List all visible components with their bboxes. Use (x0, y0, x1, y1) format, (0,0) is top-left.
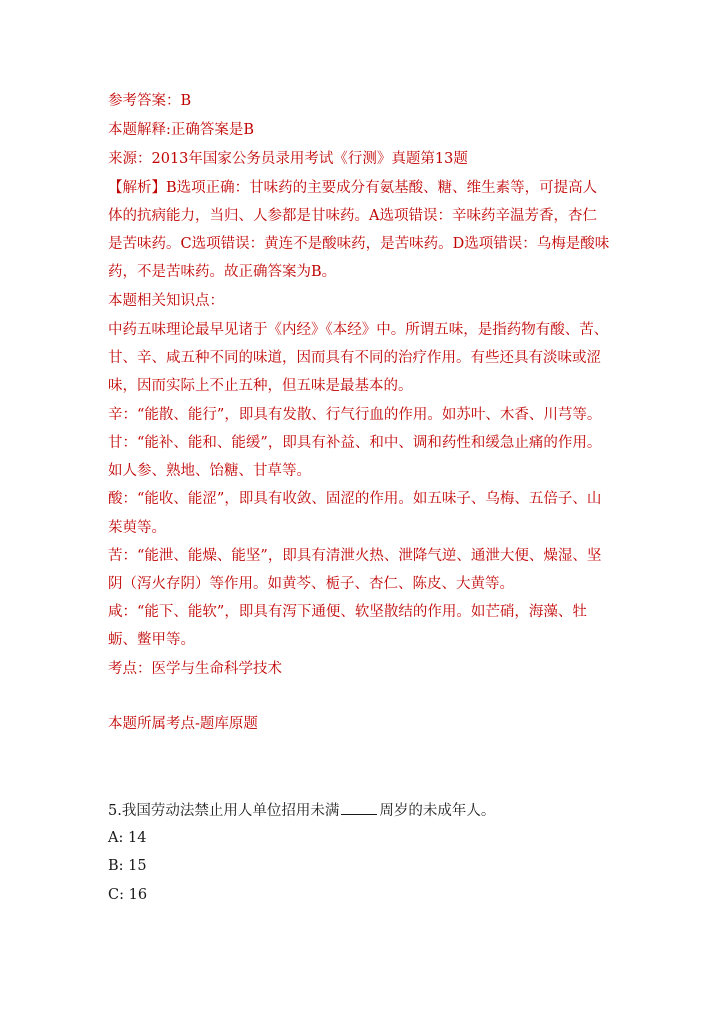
knowledge-line: 茱萸等。 (108, 520, 166, 536)
question-stem (108, 800, 495, 821)
knowledge-line: 甘、辛、咸五种不同的味道，因而具有不同的治疗作用。有些还具有淡味或涩 (108, 350, 601, 366)
knowledge-line: 酸：“能收、能涩”，即具有收敛、固涩的作用。如五味子、乌梅、五倍子、山 (108, 491, 602, 507)
analysis-line: 药，不是苦味药。故正确答案为B。 (108, 264, 337, 280)
reference-answer: 参考答案：B (108, 93, 192, 109)
answer-blank (341, 800, 377, 815)
knowledge-line: 蛎、鳖甲等。 (108, 632, 195, 648)
knowledge-heading: 本题相关知识点： (108, 293, 224, 309)
section-label: 本题所属考点-题库原题 (108, 716, 258, 732)
knowledge-line: 辛：“能散、能行”，即具有发散、行气行血的作用。如苏叶、木香、川芎等。 (108, 407, 602, 423)
option-b: B: 15 (108, 858, 147, 874)
knowledge-line: 阴（泻火存阴）等作用。如黄芩、栀子、杏仁、陈皮、大黄等。 (108, 576, 514, 592)
answer-explanation: 本题解释:正确答案是B (108, 122, 255, 138)
analysis-line: 是苦味药。C选项错误：黄连不是酸味药，是苦味药。D选项错误：乌梅是酸味 (108, 236, 610, 252)
analysis-line: 【解析】B选项正确：甘味药的主要成分有氨基酸、糖、维生素等，可提高人 (108, 180, 598, 196)
exam-point: 考点：医学与生命科学技术 (108, 661, 282, 677)
option-c: C: 16 (108, 887, 148, 903)
knowledge-line: 苦：“能泄、能燥、能坚”，即具有清泄火热、泄降气逆、通泄大便、燥湿、坚 (108, 548, 602, 564)
question-stem-prefix: 5.我国劳动法禁止用人单位招用未满 (108, 803, 340, 819)
question-source: 来源：2013年国家公务员录用考试《行测》真题第13题 (108, 151, 468, 167)
knowledge-line: 中药五味理论最早见诸于《内经》《本经》中。所谓五味，是指药物有酸、苦、 (108, 322, 609, 338)
knowledge-line: 咸：“能下、能软”，即具有泻下通便、软坚散结的作用。如芒硝，海藻、牡 (108, 604, 587, 620)
question-stem-suffix: 周岁的未成年人。 (379, 803, 496, 819)
knowledge-line: 味，因而实际上不止五种，但五味是最基本的。 (108, 378, 413, 394)
option-a: A: 14 (108, 830, 147, 846)
knowledge-line: 甘：“能补、能和、能缓”，即具有补益、和中、调和药性和缓急止痛的作用。 (108, 435, 602, 451)
analysis-line: 体的抗病能力，当归、人参都是甘味药。A选项错误：辛味药辛温芳香，杏仁 (108, 208, 597, 224)
knowledge-line: 如人参、熟地、饴糖、甘草等。 (108, 463, 311, 479)
